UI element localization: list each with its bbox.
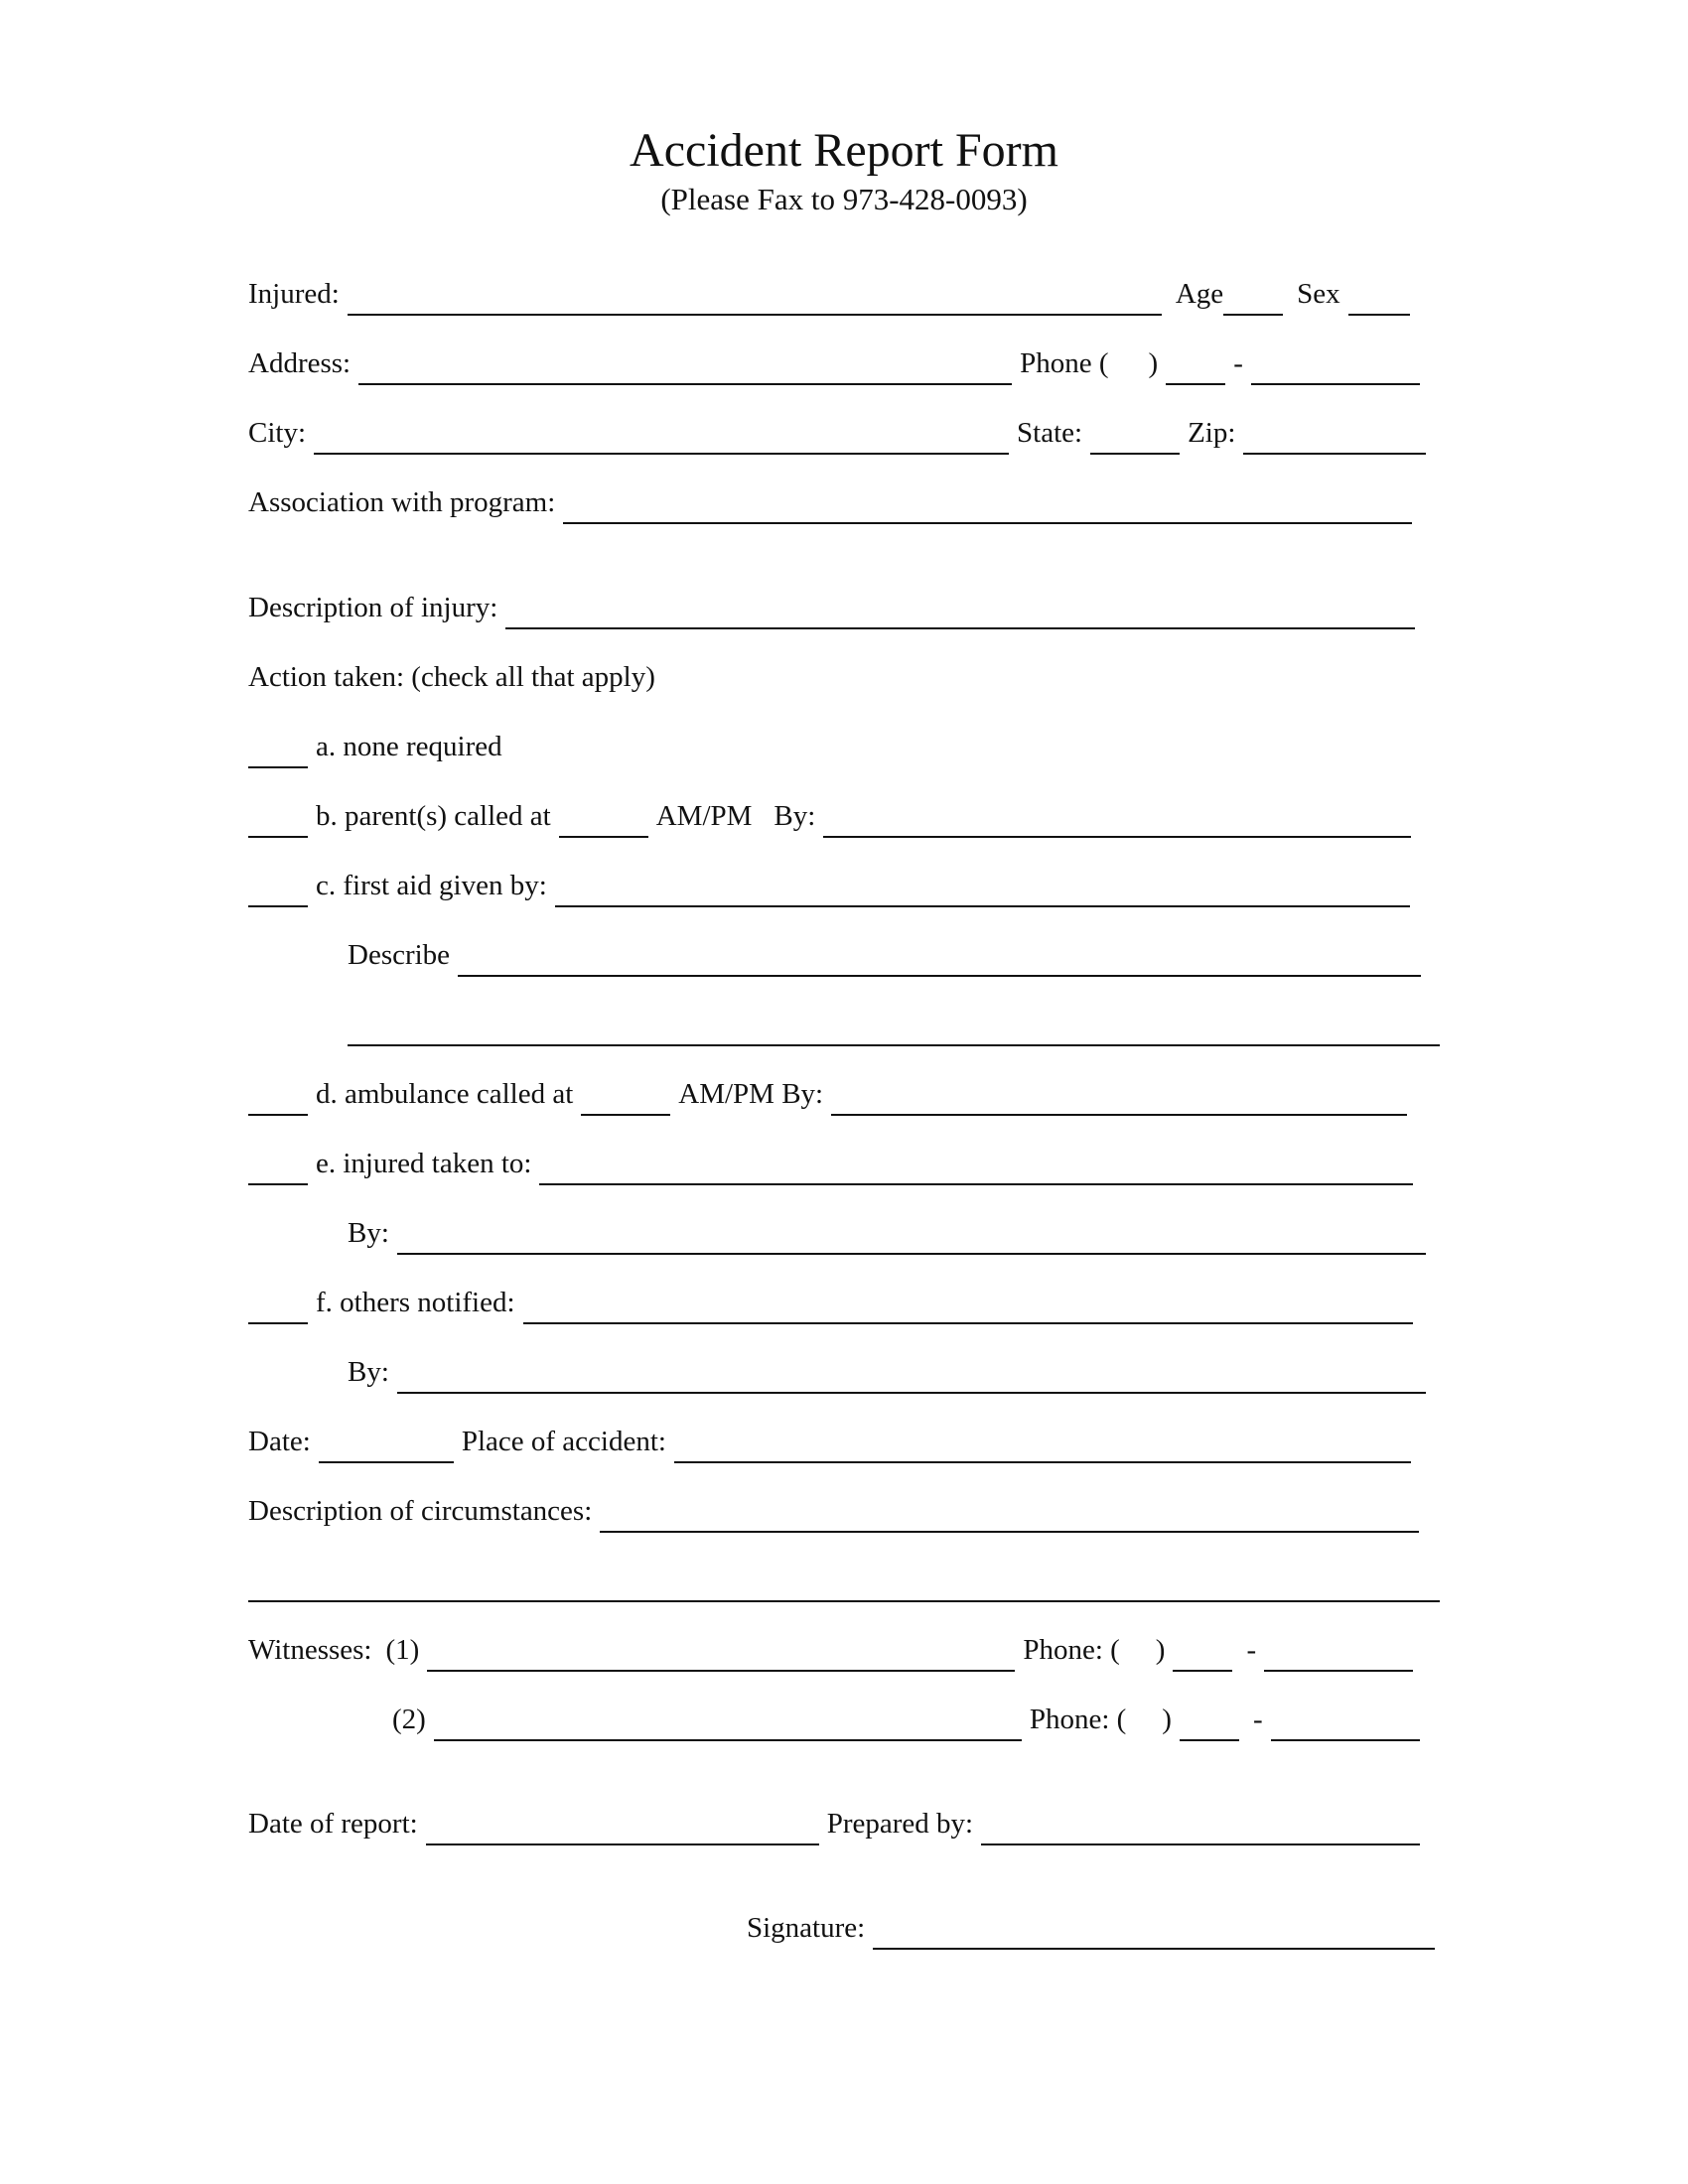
option-d-row (248, 1070, 1407, 1116)
city-row (248, 409, 1426, 455)
option-f-label: f. others notified: (316, 1287, 515, 1318)
signature-field[interactable] (873, 1912, 1435, 1950)
option-f-by-label: By: (348, 1356, 389, 1388)
option-b-check[interactable] (248, 800, 308, 838)
date-place-row (248, 1418, 1411, 1463)
association-row (248, 478, 1412, 524)
witnesses-label: Witnesses: (248, 1634, 372, 1666)
option-a-row (248, 723, 502, 768)
option-d-check[interactable] (248, 1078, 308, 1116)
age-field[interactable] (1223, 278, 1283, 316)
injured-label: Injured: (248, 278, 340, 310)
age-label: Age (1175, 278, 1224, 310)
sex-field[interactable] (1348, 278, 1410, 316)
circumstances-label: Description of circumstances: (248, 1495, 593, 1527)
city-label: City: (248, 417, 307, 449)
option-f-by-row (348, 1348, 1426, 1394)
others-notified-field[interactable] (523, 1287, 1413, 1324)
page-title: Accident Report Form (630, 124, 1058, 177)
witness-1-number: (1) (385, 1634, 420, 1666)
describe-row (348, 931, 1421, 977)
injured-row (248, 270, 1410, 316)
circumstances-row (248, 1487, 1419, 1533)
option-b-by-label: By: (774, 800, 816, 832)
option-c-check[interactable] (248, 870, 308, 907)
first-aid-by-field[interactable] (555, 870, 1410, 907)
witness-1-paren-close: ) (1155, 1634, 1166, 1666)
option-b-label: b. parent(s) called at (316, 800, 551, 832)
phone-dash: - (1233, 347, 1243, 379)
date-label: Date: (248, 1426, 311, 1457)
injured-taken-to-field[interactable] (539, 1148, 1413, 1185)
accident-date-field[interactable] (319, 1426, 454, 1463)
injured-name-field[interactable] (348, 278, 1162, 316)
witness-2-paren-close: ) (1162, 1704, 1172, 1735)
ambulance-called-time-field[interactable] (581, 1078, 670, 1116)
phone-label: Phone ( (1020, 347, 1109, 379)
state-label: State: (1017, 417, 1083, 449)
report-date-row (248, 1800, 1420, 1845)
option-f-row (248, 1279, 1413, 1324)
phone-paren-close: ) (1148, 347, 1159, 379)
first-aid-description-field[interactable] (458, 939, 1421, 977)
fax-instruction: (Please Fax to 973-428-0093) (660, 182, 1028, 216)
phone-prefix-field[interactable] (1166, 347, 1225, 385)
parent-called-by-field[interactable] (823, 800, 1411, 838)
report-date-label: Date of report: (248, 1808, 418, 1840)
association-field[interactable] (563, 486, 1412, 524)
signature-row (747, 1904, 1435, 1950)
place-label: Place of accident: (461, 1426, 666, 1457)
witness-2-number: (2) (392, 1704, 426, 1735)
circumstances-field[interactable] (600, 1495, 1419, 1533)
witness-2-name-field[interactable] (434, 1704, 1022, 1741)
witness-1-row (248, 1626, 1413, 1672)
describe-label: Describe (348, 939, 451, 971)
option-a-label: a. none required (316, 731, 502, 762)
action-taken-heading: Action taken: (check all that apply) (248, 661, 655, 693)
option-e-by-row (348, 1209, 1426, 1255)
association-label: Association with program: (248, 486, 556, 518)
address-label: Address: (248, 347, 352, 379)
option-c-row (248, 862, 1410, 907)
witness-2-prefix-field[interactable] (1180, 1704, 1239, 1741)
sex-label: Sex (1297, 278, 1340, 310)
witness-2-dash: - (1252, 1704, 1263, 1735)
option-b-row (248, 792, 1411, 838)
injured-taken-by-field[interactable] (397, 1217, 1426, 1255)
state-field[interactable] (1090, 417, 1180, 455)
address-field[interactable] (358, 347, 1012, 385)
option-e-check[interactable] (248, 1148, 308, 1185)
zip-field[interactable] (1243, 417, 1426, 455)
phone-number-field[interactable] (1251, 347, 1420, 385)
witness-1-prefix-field[interactable] (1173, 1634, 1232, 1672)
witness-2-row (392, 1696, 1420, 1741)
first-aid-description-line-2[interactable] (348, 1009, 1440, 1046)
injury-description-field[interactable] (505, 592, 1415, 629)
report-date-field[interactable] (426, 1808, 819, 1845)
option-a-check[interactable] (248, 731, 308, 768)
zip-label: Zip: (1188, 417, 1236, 449)
witness-1-number-field[interactable] (1264, 1634, 1413, 1672)
prepared-by-label: Prepared by: (826, 1808, 974, 1840)
describe-continuation-row (348, 1001, 1440, 1046)
prepared-by-field[interactable] (981, 1808, 1420, 1845)
others-notified-by-field[interactable] (397, 1356, 1426, 1394)
witness-1-phone-label: Phone: ( (1023, 1634, 1120, 1666)
option-f-check[interactable] (248, 1287, 308, 1324)
address-row (248, 340, 1420, 385)
witness-1-dash: - (1246, 1634, 1257, 1666)
injury-description-row (248, 584, 1415, 629)
option-b-ampm: AM/PM (655, 800, 753, 832)
circumstances-line-2[interactable] (248, 1565, 1440, 1602)
witness-2-number-field[interactable] (1271, 1704, 1420, 1741)
witness-2-phone-label: Phone: ( (1029, 1704, 1127, 1735)
witness-1-name-field[interactable] (427, 1634, 1015, 1672)
parent-called-time-field[interactable] (559, 800, 648, 838)
option-e-label: e. injured taken to: (316, 1148, 532, 1179)
option-c-label: c. first aid given by: (316, 870, 547, 901)
signature-label: Signature: (747, 1912, 866, 1944)
city-field[interactable] (314, 417, 1009, 455)
option-d-label: d. ambulance called at (316, 1078, 574, 1110)
circumstances-continuation-row (248, 1557, 1440, 1602)
option-e-by-label: By: (348, 1217, 389, 1249)
option-d-ampm-by: AM/PM By: (678, 1078, 824, 1110)
injury-description-label: Description of injury: (248, 592, 498, 623)
ambulance-called-by-field[interactable] (831, 1078, 1407, 1116)
action-taken-row (248, 653, 655, 699)
option-e-row (248, 1140, 1413, 1185)
accident-place-field[interactable] (674, 1426, 1411, 1463)
